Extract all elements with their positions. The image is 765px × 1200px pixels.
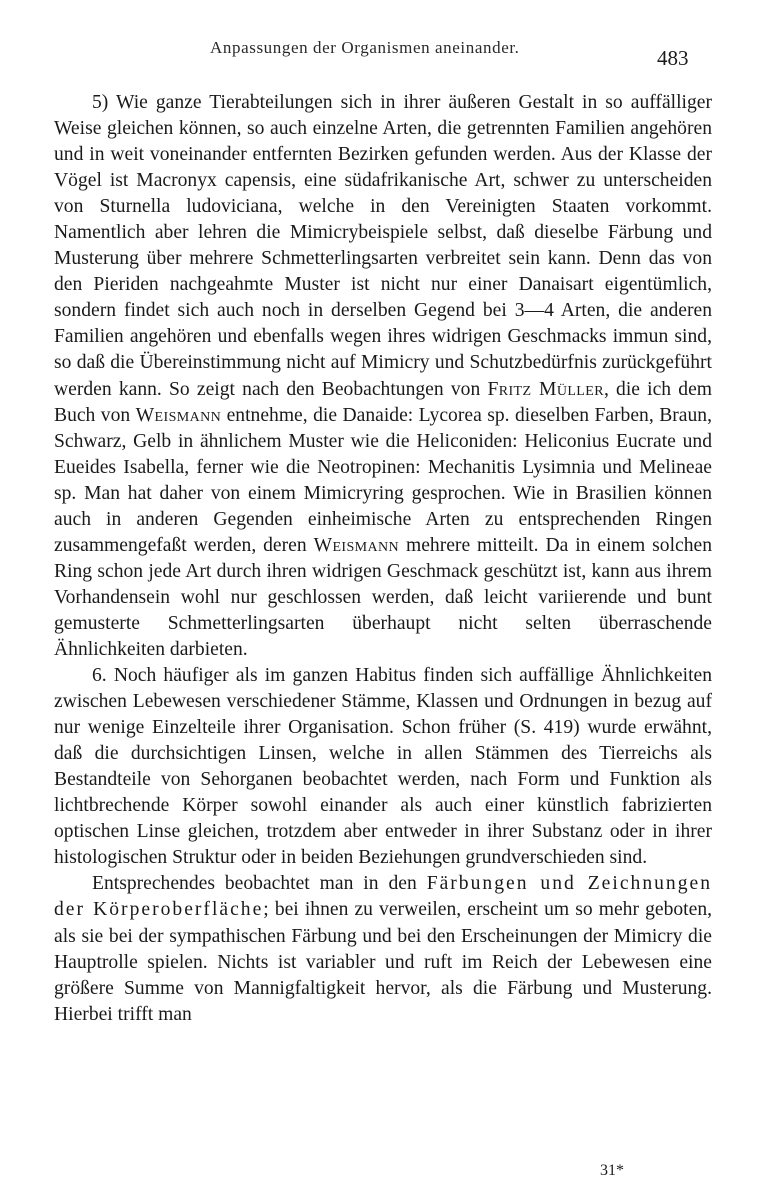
page-number: 483 (657, 46, 689, 70)
text-run: 5) Wie ganze Tierabteilungen sich in ihrer äußeren Gestalt in so auffälliger Weise gleichen können, so auch einzelne Arten, die getrennten Familien angehören und in weit voneinander entfernten Bezirken gefunden werden. Aus der Klasse der Vögel ist Macronyx capensis, eine südafrikanische Art, schwer zu unterscheiden von Sturnella ludoviciana, welche in den Vereinigten Staaten vorkommt. Namentlich aber lehren die Mimicrybeispiele selbst, daß dieselbe Färbung und Musterung über mehrere Schmetterlingsarten verbreitet sein kann. Denn das von den Pieriden nachgeahmte Muster ist nicht nur einer Danaisart eigentümlich, sondern findet sich auch noch in derselben Gegend bei 3—4 Arten, die anderen Familien angehören und ebenfalls wegen ihres widrigen Geschmacks immun sind, so daß die Übereinstimmung nicht auf Mimicry und Schutzbedürfnis zurückgeführt werden kann. So zeigt nach den Beobachtungen von (54, 92, 712, 400)
running-head (0, 38, 765, 68)
text-run: Entsprechendes beobachtet man in den (92, 873, 427, 895)
body-text (54, 90, 712, 1028)
author-name-fritz-mueller: Fritz Müller (487, 378, 604, 400)
paragraph-similarities-organs: 6. Noch häufiger als im ganzen Habitus finden sich auffällige Ähnlichkeiten zwischen Lebewesen verschiedener Stämme, Klassen und Ordnungen in bezug auf nur wenige Einzelteile ihrer Organisation. Schon früher (S. 419) wurde erwähnt, daß die durchsichtigen Linsen, welche in allen Stämmen des Tierreichs als Bestandteile von Sehorganen beobachtet werden, nach Form und Funktion als lichtbrechende Körper sowohl einander als auch einer künstlich fabrizierten optischen Linse gleichen, trotzdem aber entweder in ihrer Substanz oder in ihrer histologischen Struktur oder in beiden Beziehungen grundverschieden sind. (54, 665, 712, 869)
author-name-weismann: Weismann (135, 404, 222, 426)
emphasized-phrase: Färbungen und Zeichnungen der Körperoberfläche (54, 873, 712, 921)
text-run: entnehme, die Danaide: Lycorea sp. dieselben Farben, Braun, Schwarz, Gelb in ähnlichem Muster wie die Heliconiden: Heliconius Eucrate und Eueides Isabella, ferner wie die Neotropinen: Mechanitis Lysimnia und Melineae sp. Man hat daher von einem Mimicryring gesprochen. Wie in Brasilien können auch in anderen Gegenden einheimische Arten zu entsprechenden Ringen zusammengefaßt werden, deren (54, 404, 712, 556)
sheet-signature: 31* (600, 1162, 624, 1179)
text-run: mehrere mitteilt. Da in einem solchen Ring schon jede Art durch ihren widrigen Geschmack geschützt ist, kann aus ihrem Vorhandensein wohl nur geschlossen werden, daß leicht variierende und bunt gemusterte Schmetterlingsarten überhaupt nicht selten überraschende Ähnlichkeiten darbieten. (54, 534, 713, 660)
paragraph-coloration (54, 871, 712, 1027)
running-title: Anpassungen der Organismen aneinander. (210, 38, 520, 57)
text-run: , die ich dem Buch von (54, 378, 713, 426)
author-name-weismann: Weismann (313, 534, 400, 556)
text-run: ; bei ihnen zu verweilen, erscheint um so mehr geboten, als sie bei der sympathischen Färbung und bei den Erscheinungen der Mimicry die Hauptrolle spielen. Nichts ist variabler und ruft im Reich der Lebewesen eine größere Summe von Mannigfaltigkeit hervor, als die Färbung und Musterung. Hierbei trifft man (54, 899, 713, 1025)
paragraph-mimicry-species (54, 90, 712, 663)
